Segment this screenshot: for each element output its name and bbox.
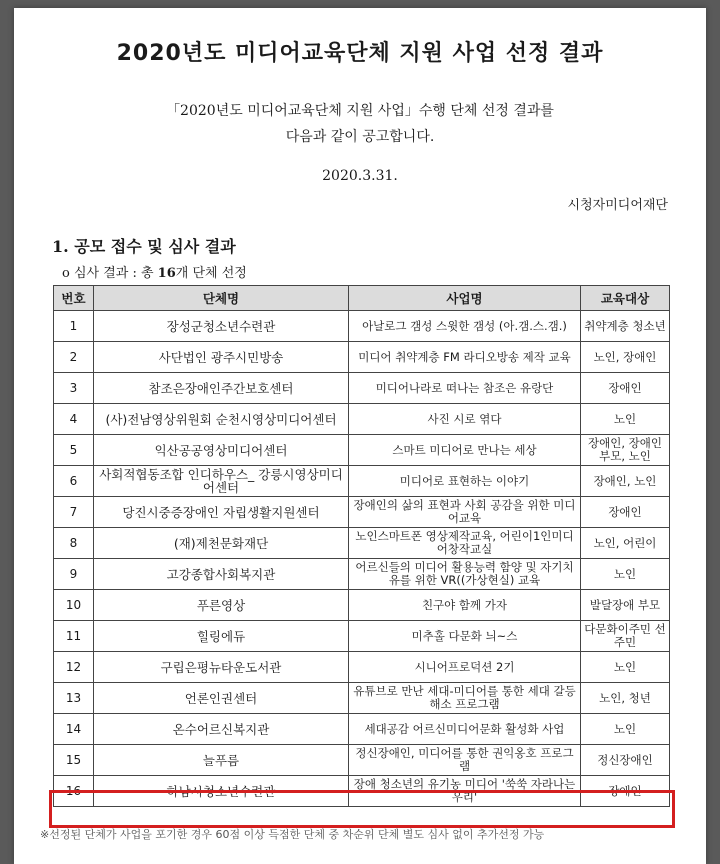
- cell-project: 미디어로 표현하는 이야기: [349, 466, 581, 497]
- table-row: [54, 652, 670, 683]
- cell-organization: 푸른영상: [94, 590, 349, 621]
- table-row: [54, 590, 670, 621]
- table-row: [54, 466, 670, 497]
- header-number: 번호: [54, 286, 94, 311]
- cell-number: 5: [54, 435, 94, 466]
- cell-target: 노인, 청년: [581, 683, 670, 714]
- cell-target: 노인, 어린이: [581, 528, 670, 559]
- cell-target: 노인, 장애인: [581, 342, 670, 373]
- cell-target: 다문화이주민 선주민: [581, 621, 670, 652]
- section-heading: 1. 공모 접수 및 심사 결과: [52, 237, 236, 256]
- cell-organization: 고강종합사회복지관: [94, 559, 349, 590]
- cell-target: 장애인, 장애인 부모, 노인: [581, 435, 670, 466]
- cell-project: 아날로그 갬성 스윗한 갬성 (아.갬.스.갬.): [349, 311, 581, 342]
- cell-number: 10: [54, 590, 94, 621]
- intro-line-2: 다음과 같이 공고합니다.: [285, 129, 435, 145]
- page-title: 2020년도 미디어교육단체 지원 사업 선정 결과: [116, 41, 604, 66]
- cell-number: 2: [54, 342, 94, 373]
- cell-organization: 늘푸름: [94, 745, 349, 776]
- table-row: [54, 311, 670, 342]
- cell-project: 유튜브로 만난 세대-미디어를 통한 세대 갈등 해소 프로그램: [349, 683, 581, 714]
- intro-line-1: 「2020년도 미디어교육단체 지원 사업」수행 단체 선정 결과를: [166, 103, 554, 119]
- header-project: 사업명: [349, 286, 581, 311]
- cell-project: 장애인의 삶의 표현과 사회 공감을 위한 미디어교육: [349, 497, 581, 528]
- cell-number: 7: [54, 497, 94, 528]
- summary-count: 16: [157, 266, 176, 281]
- table-row: [54, 435, 670, 466]
- cell-organization: 언론인권센터: [94, 683, 349, 714]
- cell-number: 3: [54, 373, 94, 404]
- cell-organization: 참조은장애인주간보호센터: [94, 373, 349, 404]
- cell-organization: 장성군청소년수련관: [94, 311, 349, 342]
- cell-organization: 구립은평뉴타운도서관: [94, 652, 349, 683]
- cell-number: 8: [54, 528, 94, 559]
- cell-target: 장애인: [581, 776, 670, 807]
- summary-line: [62, 262, 247, 281]
- cell-organization: 사단법인 광주시민방송: [94, 342, 349, 373]
- cell-target: 노인: [581, 652, 670, 683]
- cell-number: 9: [54, 559, 94, 590]
- cell-organization: 당진시중증장애인 자립생활지원센터: [94, 497, 349, 528]
- intro-text: [14, 98, 706, 150]
- cell-number: 13: [54, 683, 94, 714]
- cell-project: 정신장애인, 미디어를 통한 권익옹호 프로그램: [349, 745, 581, 776]
- table-row: [54, 373, 670, 404]
- cell-organization: 온수어르신복지관: [94, 714, 349, 745]
- summary-suffix: 개 단체 선정: [175, 266, 247, 281]
- cell-organization: 힐링에듀: [94, 621, 349, 652]
- cell-number: 1: [54, 311, 94, 342]
- cell-number: 4: [54, 404, 94, 435]
- table-row: [54, 404, 670, 435]
- document-page: [14, 8, 706, 864]
- table-row: [54, 621, 670, 652]
- cell-target: 정신장애인: [581, 745, 670, 776]
- cell-target: 장애인: [581, 373, 670, 404]
- summary-prefix: o 심사 결과 : 총: [62, 266, 154, 281]
- cell-project: 친구야 함께 가자: [349, 590, 581, 621]
- table-row: [54, 559, 670, 590]
- cell-project: 사진 시로 엮다: [349, 404, 581, 435]
- header-organization: 단체명: [94, 286, 349, 311]
- table-row: [54, 745, 670, 776]
- cell-project: 시니어프로덕션 2기: [349, 652, 581, 683]
- cell-organization: 하남시청소년수련관: [94, 776, 349, 807]
- cell-number: 12: [54, 652, 94, 683]
- selection-table: [53, 285, 670, 807]
- cell-organization: 사회적협동조합 인디하우스_ 강릉시영상미디어센터: [94, 466, 349, 497]
- cell-target: 발달장애 부모: [581, 590, 670, 621]
- cell-organization: (사)전남영상위원회 순천시영상미디어센터: [94, 404, 349, 435]
- cell-project: 노인스마트폰 영상제작교육, 어린이1인미디어창작교실: [349, 528, 581, 559]
- cell-project: 세대공감 어르신미디어문화 활성화 사업: [349, 714, 581, 745]
- highlight-box-row-16: [49, 790, 675, 828]
- cell-target: 노인: [581, 714, 670, 745]
- cell-organization: (재)제천문화재단: [94, 528, 349, 559]
- announcement-date: 2020.3.31.: [322, 168, 398, 184]
- cell-project: 미추홀 다문화 늬~스: [349, 621, 581, 652]
- table-row: [54, 714, 670, 745]
- cell-organization: 익산공공영상미디어센터: [94, 435, 349, 466]
- cell-number: 16: [54, 776, 94, 807]
- organization-name: 시청자미디어재단: [567, 198, 668, 213]
- cell-number: 14: [54, 714, 94, 745]
- cell-project: 미디어나라로 떠나는 참조은 유랑단: [349, 373, 581, 404]
- cell-target: 노인: [581, 404, 670, 435]
- cell-target: 장애인, 노인: [581, 466, 670, 497]
- cell-target: 취약계층 청소년: [581, 311, 670, 342]
- cell-number: 6: [54, 466, 94, 497]
- cell-project: 미디어 취약계층 FM 라디오방송 제작 교육: [349, 342, 581, 373]
- table-header-row: [54, 286, 670, 311]
- cell-project: 어르신들의 미디어 활용능력 함양 및 자기치유를 위한 VR((가상현실) 교육: [349, 559, 581, 590]
- cell-project: 장애 청소년의 유기농 미디어 '쑥쑥 자라나는 우리': [349, 776, 581, 807]
- table-row: [54, 497, 670, 528]
- table-body: [54, 311, 670, 807]
- table-row: [54, 342, 670, 373]
- cell-number: 15: [54, 745, 94, 776]
- table-row: [54, 683, 670, 714]
- header-target: 교육대상: [581, 286, 670, 311]
- cell-target: 장애인: [581, 497, 670, 528]
- table-row: [54, 528, 670, 559]
- cell-number: 11: [54, 621, 94, 652]
- cell-target: 노인: [581, 559, 670, 590]
- footnote: ※선정된 단체가 사업을 포기한 경우 60점 이상 득점한 단체 중 차순위 단체 별도 심사 없이 추가선정 가능: [40, 828, 545, 841]
- cell-project: 스마트 미디어로 만나는 세상: [349, 435, 581, 466]
